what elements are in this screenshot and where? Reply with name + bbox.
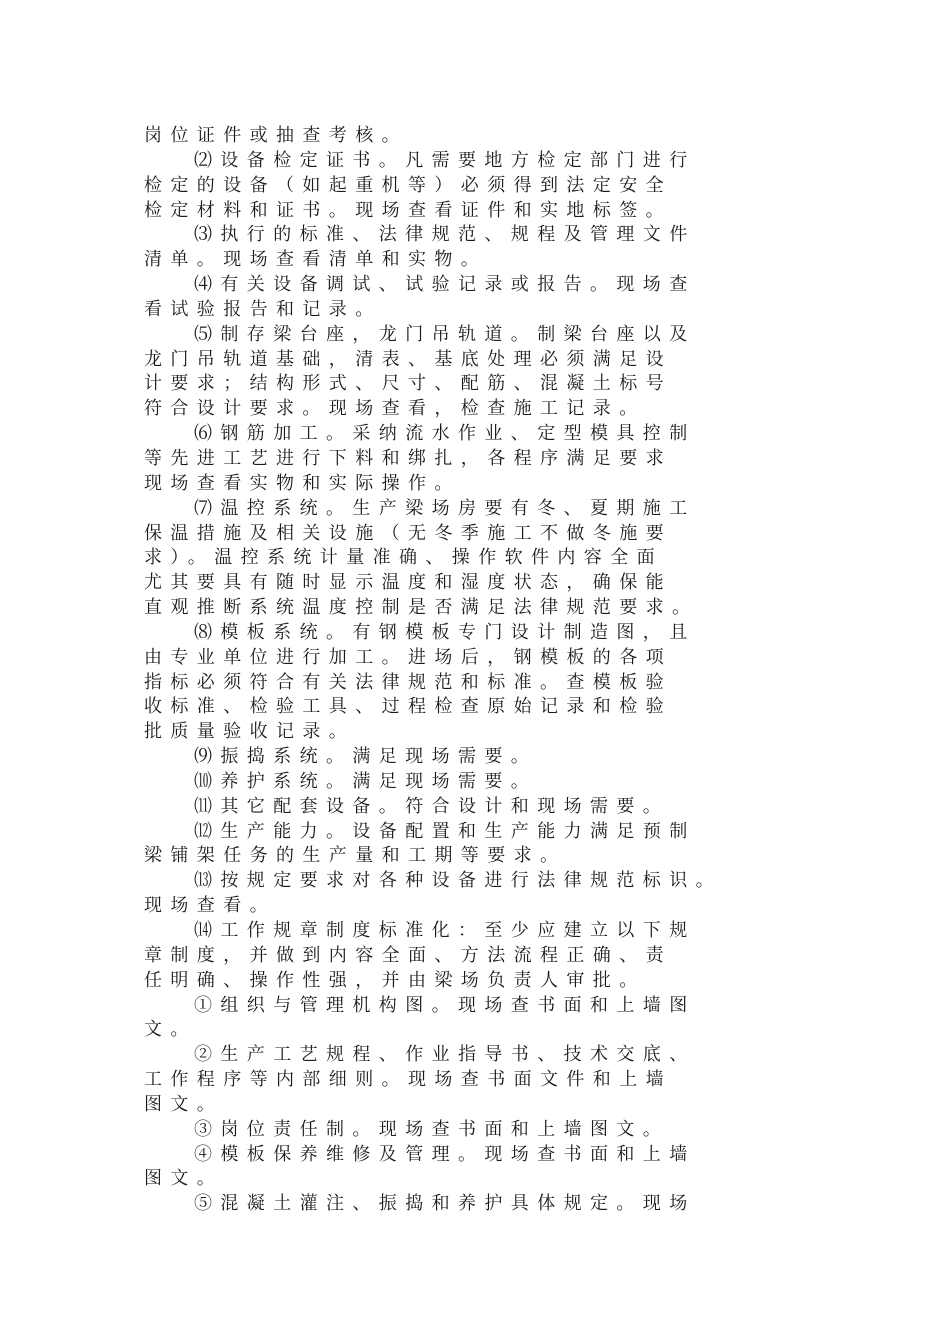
text-line: ⑼振捣系统。满足现场需要。 (194, 746, 538, 768)
text-line: ③岗位责任制。现场查书面和上墙图文。 (194, 1118, 670, 1140)
text-line: ⑶执行的标准、法律规范、规程及管理文件 (194, 224, 696, 246)
text-line: 由专业单位进行加工。进场后，钢模板的各项 (144, 646, 672, 668)
text-line: 图文。 (144, 1093, 224, 1115)
text-line: 检定的设备（如起重机等）必须得到法定安全 (144, 174, 672, 196)
text-line: ⑾其它配套设备。符合设计和现场需要。 (194, 795, 670, 817)
text-line: ⒁工作规章制度标准化：至少应建立以下规 (194, 920, 696, 941)
text-line: ⑷有关设备调试、试验记录或报告。现场查 (194, 274, 696, 296)
text-line: 章制度，并做到内容全面、方法流程正确、责 (144, 944, 672, 966)
text-line: 清单。现场查看清单和实物。 (144, 249, 488, 271)
text-line: 现场查看。 (144, 895, 276, 917)
text-line: 批质量验收记录。 (144, 721, 356, 743)
text-line: ⑻模板系统。有钢模板专门设计制造图，且 (194, 621, 696, 643)
text-line: 梁铺架任务的生产量和工期等要求。 (144, 845, 567, 867)
text-line: 保温措施及相关设施（无冬季施工不做冬施要 (144, 522, 672, 544)
text-line: 求）。温控系统计量准确、操作软件内容全面 (144, 547, 663, 569)
text-line: 任明确、操作性强，并由梁场负责人审批。 (144, 969, 646, 991)
text-line: ①组织与管理机构图。现场查书面和上墙图 (194, 994, 696, 1016)
text-line: 龙门吊轨道基础，清表、基底处理必须满足设 (144, 348, 672, 370)
text-line: 图文。 (144, 1168, 224, 1190)
text-line: ⑵设备检定证书。凡需要地方检定部门进行 (194, 149, 696, 171)
text-line: 文。 (144, 1019, 197, 1041)
text-line: 直观推断系统温度控制是否满足法律规范要求。 (144, 597, 699, 619)
text-line: 尤其要具有随时显示温度和湿度状态，确保能 (144, 572, 672, 594)
text-line: 岗位证件或抽查考核。 (144, 125, 408, 146)
text-line: ⑿生产能力。设备配置和生产能力满足预制 (194, 820, 696, 842)
text-line: 等先进工艺进行下料和绑扎，各程序满足要求 (144, 447, 672, 469)
text-line: 现场查看实物和实际操作。 (144, 472, 461, 494)
text-line: 检定材料和证书。现场查看证件和实地标签。 (144, 199, 672, 221)
text-line: ⑸制存梁台座，龙门吊轨道。制梁台座以及 (194, 323, 696, 345)
document-body (144, 124, 864, 1217)
text-line: 看试验报告和记录。 (144, 298, 382, 320)
text-line: ⑺温控系统。生产梁场房要有冬、夏期施工 (194, 497, 696, 519)
text-line: ⑹钢筋加工。采纳流水作业、定型模具控制 (194, 423, 696, 445)
text-line: ②生产工艺规程、作业指导书、技术交底、 (194, 1044, 696, 1066)
text-line: 收标准、检验工具、过程检查原始记录和检验 (144, 696, 672, 718)
text-line: ④模板保养维修及管理。现场查书面和上墙 (194, 1143, 696, 1165)
text-line: ⒀按规定要求对各种设备进行法律规范标识。 (194, 870, 722, 892)
text-line: ⑽养护系统。满足现场需要。 (194, 770, 538, 792)
text-line: 计要求；结构形式、尺寸、配筋、混凝土标号 (144, 373, 672, 395)
text-line: 工作程序等内部细则。现场查书面文件和上墙 (144, 1069, 672, 1091)
text-line: 符合设计要求。现场查看，检查施工记录。 (144, 398, 646, 420)
text-line: ⑤混凝土灌注、振捣和养护具体规定。现场 (194, 1193, 696, 1215)
text-line: 指标必须符合有关法律规范和标准。查模板验 (144, 671, 672, 693)
